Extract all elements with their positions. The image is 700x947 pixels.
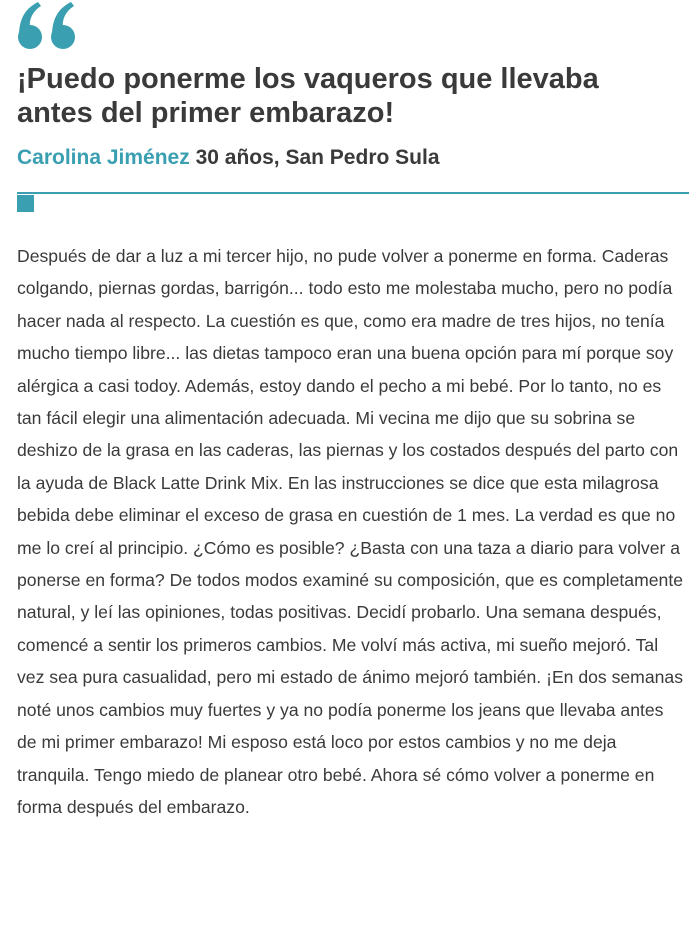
divider-line — [17, 192, 689, 194]
author-meta: 30 años, San Pedro Sula — [195, 146, 440, 169]
author-line — [17, 145, 440, 171]
testimonial-body: Después de dar a luz a mi tercer hijo, no pude volver a ponerme en forma. Caderas colgando, piernas gordas, barrigón... todo esto me molestaba mucho, pero no podía hacer nada al respecto. La cuestión es que, como era madre de tres hijos, no tenía mucho tiempo libre... las dietas tampoco eran una buena opción para mí porque soy alérgica a casi todoy. Además, estoy dando el pecho a mi bebé. Por lo tanto, no es tan fácil elegir una alimentación adecuada. Mi vecina me dijo que su sobrina se deshizo de la grasa en las caderas, las piernas y los costados después del parto con la ayuda de Black Latte Drink Mix. En las instrucciones se dice que esta milagrosa bebida debe eliminar el exceso de grasa en cuestión de 1 mes. La verdad es que no me lo creí al principio. ¿Cómo es posible? ¿Basta con una taza a diario para volver a ponerse en forma? De todos modos examiné su composición, que es completamente natural, y leí las opiniones, todas positivas. Decidí probarlo. Una semana después, comencé a sentir los primeros cambios. Me volví más activa, mi sueño mejoró. Tal vez sea pura casualidad, pero mi estado de ánimo mejoró también. ¡En dos semanas noté unos cambios muy fuertes y ya no podía ponerme los jeans que llevaba antes de mi primer embarazo! Mi esposo está loco por estos cambios y no me deja tranquila. Tengo miedo de planear otro bebé. Ahora sé cómo volver a ponerme en forma después del embarazo. — [17, 246, 683, 817]
divider-accent-square — [17, 195, 34, 212]
quote-icon — [16, 0, 80, 52]
author-name: Carolina Jiménez — [17, 146, 190, 169]
testimonial-title: ¡Puedo ponerme los vaqueros que llevaba antes del primer embarazo! — [17, 63, 599, 129]
